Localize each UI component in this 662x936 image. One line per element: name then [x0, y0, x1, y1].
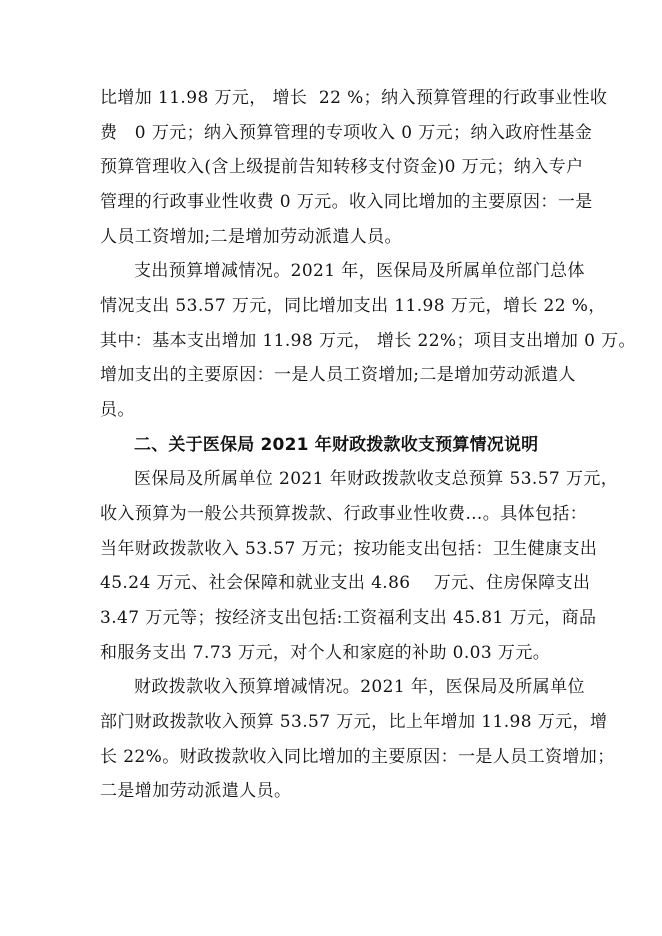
- text-line: 增加支出的主要原因：一是人员工资增加;二是增加劳动派遣人: [100, 365, 576, 385]
- text-line: 管理的行政事业性收费 0 万元。收入同比增加的主要原因：一是: [100, 192, 593, 212]
- text-line: 3.47 万元等；按经济支出包括:工资福利支出 45.81 万元，商品: [100, 608, 597, 628]
- text-line: 人员工资增加;二是增加劳动派遣人员。: [100, 227, 402, 247]
- text-line: 收入预算为一般公共预算拨款、行政事业性收费…。具体包括：: [100, 504, 588, 524]
- text-line: 财政拨款收入预算增减情况。2021 年，医保局及所属单位: [134, 677, 585, 697]
- text-line: 预算管理收入(含上级提前告知转移支付资金)0 万元；纳入专户: [100, 157, 584, 177]
- text-line: 支出预算增减情况。2021 年，医保局及所属单位部门总体: [134, 261, 585, 281]
- text-line: 比增加 11.98 万元， 增长 22 %；纳入预算管理的行政事业性收: [100, 88, 608, 108]
- text-line: 二是增加劳动派遣人员。: [100, 781, 292, 801]
- text-line: 医保局及所属单位 2021 年财政拨款收支总预算 53.57 万元，: [134, 469, 619, 489]
- text-line: 员。: [100, 400, 135, 420]
- section-heading: 二、关于医保局 2021 年财政拨款收支预算情况说明: [134, 435, 539, 455]
- text-line: 部门财政拨款收入预算 53.57 万元，比上年增加 11.98 万元，增: [100, 712, 608, 732]
- text-line: 45.24 万元、社会保障和就业支出 4.86 万元、住房保障支出: [100, 573, 591, 593]
- text-line: 其中：基本支出增加 11.98 万元， 增长 22%；项目支出增加 0 万。: [100, 331, 636, 351]
- text-line: 当年财政拨款收入 53.57 万元；按功能支出包括：卫生健康支出: [100, 539, 598, 559]
- text-line: 长 22%。财政拨款收入同比增加的主要原因：一是人员工资增加；: [100, 747, 615, 767]
- text-line: 情况支出 53.57 万元，同比增加支出 11.98 万元，增长 22 %，: [100, 296, 606, 316]
- text-line: 和服务支出 7.73 万元，对个人和家庭的补助 0.03 万元。: [100, 643, 551, 663]
- text-line: 费 0 万元；纳入预算管理的专项收入 0 万元；纳入政府性基金: [100, 123, 593, 143]
